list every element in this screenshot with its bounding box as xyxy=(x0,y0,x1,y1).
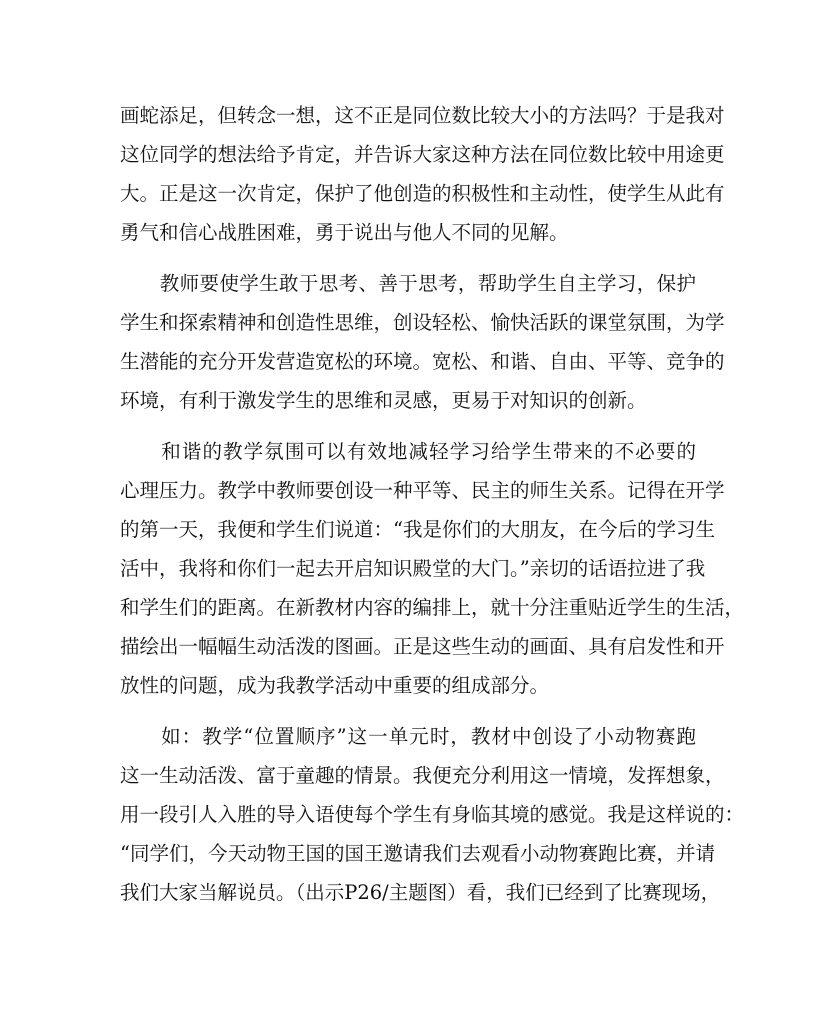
text-line: 画蛇添足，但转念一想，这不正是同位数比较大小的方法吗？于是我对 xyxy=(120,104,725,127)
text-line: 描绘出一幅幅生动活泼的图画。正是这些生动的画面、具有启发性和开 xyxy=(120,635,725,658)
text-line: 勇气和信心战胜困难，勇于说出与他人不同的见解。 xyxy=(120,221,569,244)
text-line: 大。正是这一次肯定，保护了他创造的积极性和主动性，使学生从此有 xyxy=(120,182,725,205)
text-line: 活中，我将和你们一起去开启知识殿堂的大门。”亲切的话语拉进了我 xyxy=(120,557,706,580)
paragraph-gap xyxy=(120,705,696,717)
text-line: 学生和探索精神和创造性思维，创设轻松、愉快活跃的课堂氛围，为学 xyxy=(120,311,725,334)
text-line: 我们大家当解说员。（出示P26/主题图）看，我们已经到了比赛现场， xyxy=(120,881,721,904)
text-line: 放性的问题，成为我教学活动中重要的组成部分。 xyxy=(120,674,550,697)
text-line: 如：教学“位置顺序”这一单元时，教材中创设了小动物赛跑 xyxy=(120,725,696,748)
body-text xyxy=(120,96,745,912)
text-line: 教师要使学生敢于思考、善于思考，帮助学生自主学习，保护 xyxy=(120,272,696,295)
text-line: 和谐的教学氛围可以有效地减轻学习给学生带来的不必要的 xyxy=(120,440,696,463)
text-line: 和学生们的距离。在新教材内容的编排上，就十分注重贴近学生的生活， xyxy=(120,596,745,619)
text-line: “同学们，今天动物王国的国王邀请我们去观看小动物赛跑比赛，并请 xyxy=(120,842,715,865)
text-line: 心理压力。教学中教师要创设一种平等、民主的师生关系。记得在开学 xyxy=(120,479,725,502)
text-line: 这位同学的想法给予肯定，并告诉大家这种方法在同位数比较中用途更 xyxy=(120,143,725,166)
text-line: 环境，有利于激发学生的思维和灵感，更易于对知识的创新。 xyxy=(120,389,647,412)
text-line: 这一生动活泼、富于童趣的情景。我便充分利用这一情境，发挥想象， xyxy=(120,764,725,787)
text-line: 的第一天，我便和学生们说道：“我是你们的大朋友，在今后的学习生 xyxy=(120,518,715,541)
text-line: 用一段引人入胜的导入语使每个学生有身临其境的感觉。我是这样说的： xyxy=(120,803,745,826)
paragraph-gap xyxy=(120,252,696,264)
paragraph-gap xyxy=(120,420,696,432)
text-line: 生潜能的充分开发营造宽松的环境。宽松、和谐、自由、平等、竞争的 xyxy=(120,350,725,373)
